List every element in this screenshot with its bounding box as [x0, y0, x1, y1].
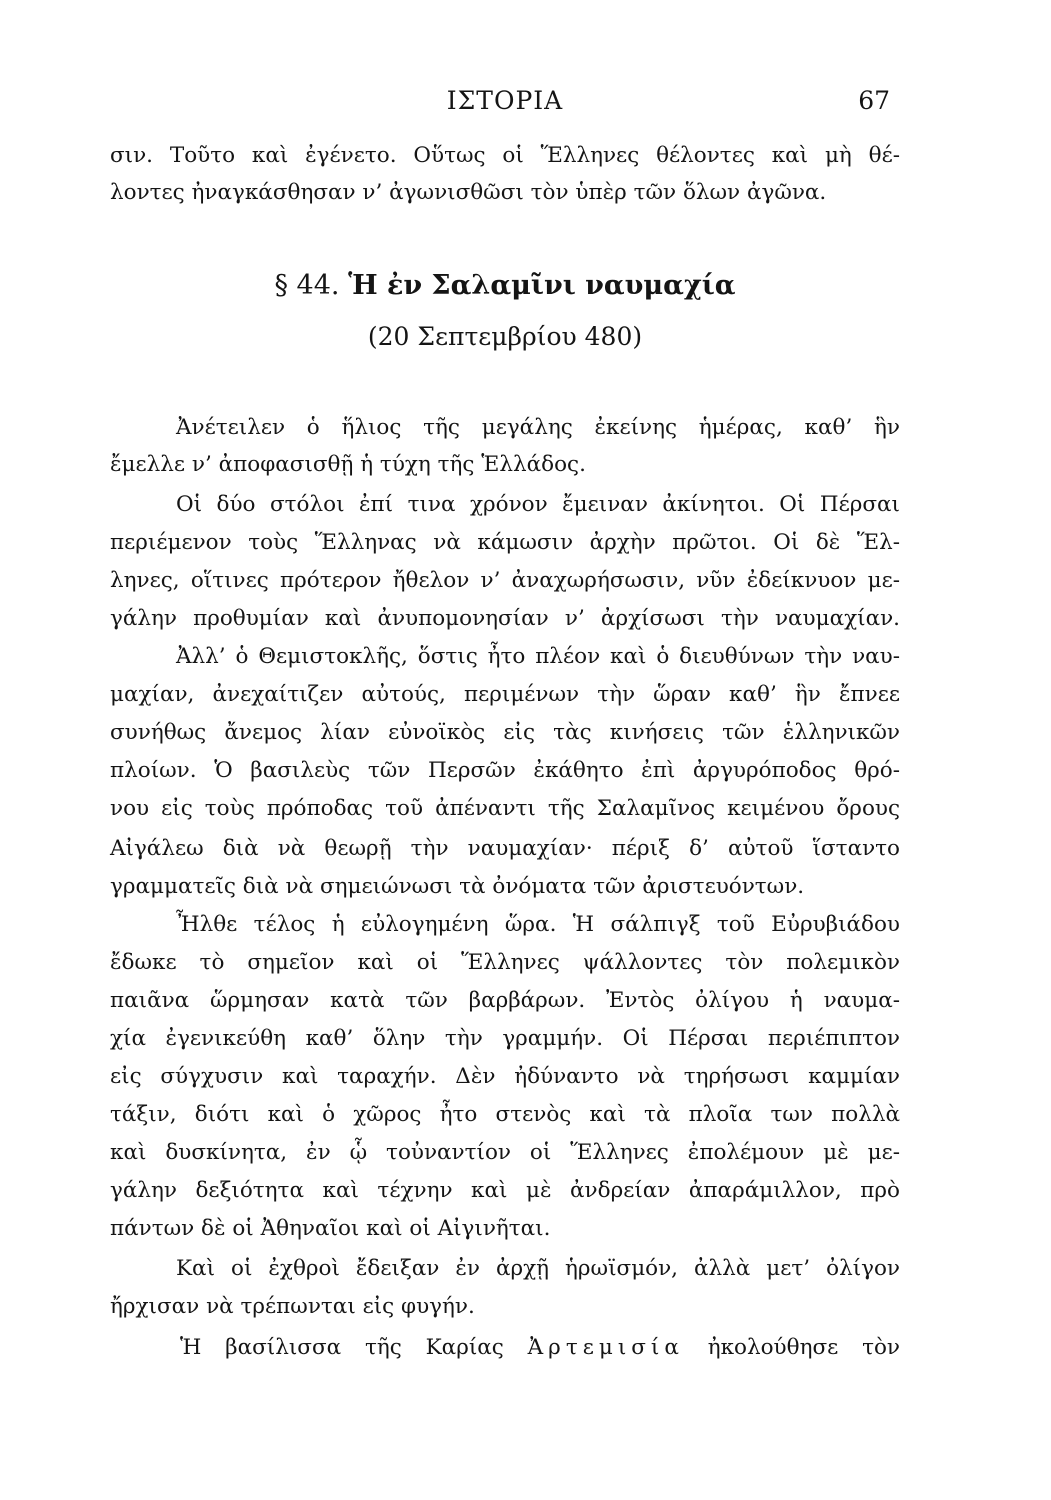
page-header [110, 86, 900, 126]
spaced-name: Ἀρτεμισία [527, 1335, 684, 1360]
text-line-last [110, 1333, 900, 1363]
page-number: 67 [858, 86, 890, 115]
text-line: εἰς σύγχυσιν καὶ ταραχήν. Δὲν ἠδύναντο νὰ τηρήσωσι καμμίαν [110, 1064, 900, 1089]
text-line: Αἰγάλεω διὰ νὰ θεωρῇ τὴν ναυμαχίαν· πέριξ δ’ αὐτοῦ ἵσταντο [110, 836, 900, 861]
text-line: συνήθως ἄνεμος λίαν εὐνοϊκὸς εἰς τὰς κινήσεις τῶν ἑλληνικῶν [110, 720, 900, 745]
text-line: σιν. Τοῦτο καὶ ἐγένετο. Οὕτως οἱ Ἕλληνες θέλοντες καὶ μὴ θέ- [110, 143, 900, 168]
text-line: τάξιν, διότι καὶ ὁ χῶρος ἦτο στενὸς καὶ τὰ πλοῖα των πολλὰ [110, 1102, 900, 1127]
text-line: λοντες ἠναγκάσθησαν ν’ ἀγωνισθῶσι τὸν ὑπὲρ τῶν ὅλων ἀγῶνα. [110, 180, 827, 205]
text-line: πάντων δὲ οἱ Ἀθηναῖοι καὶ οἱ Αἰγινῆται. [110, 1216, 551, 1241]
text-line: χία ἐγενικεύθη καθ’ ὅλην τὴν γραμμήν. Οἱ Πέρσαι περιέπιπτον [110, 1026, 900, 1051]
text-line: Ἀνέτειλεν ὁ ἥλιος τῆς μεγάλης ἐκείνης ἡμέρας, καθ’ ἣν [176, 415, 900, 440]
text-line: περιέμενον τοὺς Ἕλληνας νὰ κάμωσιν ἀρχὴν πρῶτοι. Οἱ δὲ Ἕλ- [110, 530, 900, 555]
section-date: (20 Σεπτεμβρίου 480) [367, 322, 643, 351]
text-line: Οἱ δύο στόλοι ἐπί τινα χρόνον ἔμειναν ἀκίνητοι. Οἱ Πέρσαι [176, 492, 900, 517]
text-line: γάλην προθυμίαν καὶ ἀνυπομονησίαν ν’ ἀρχίσωσι τὴν ναυμαχίαν. [110, 606, 900, 631]
text-line: παιᾶνα ὥρμησαν κατὰ τῶν βαρβάρων. Ἐντὸς ὀλίγου ἡ ναυμα- [110, 988, 900, 1013]
last-line-after: ἠκολούθησε τὸν [683, 1335, 900, 1360]
running-title: ΙΣΤΟΡΙΑ [446, 86, 564, 115]
text-line: καὶ δυσκίνητα, ἐν ᾧ τοὐναντίον οἱ Ἕλληνες ἐπολέμουν μὲ με- [110, 1140, 900, 1165]
text-line: ἤρχισαν νὰ τρέπωνται εἰς φυγήν. [110, 1294, 475, 1319]
last-line-before: Ἡ βασίλισσα τῆς Καρίας [180, 1335, 528, 1360]
text-line: γραμματεῖς διὰ νὰ σημειώνωσι τὰ ὀνόματα τῶν ἀριστευόντων. [110, 874, 805, 899]
text-line: γάλην δεξιότητα καὶ τέχνην καὶ μὲ ἀνδρείαν ἀπαράμιλλον, πρὸ [110, 1178, 900, 1203]
text-line: Ἦλθε τέλος ἡ εὐλογημένη ὥρα. Ἡ σάλπιγξ τοῦ Εὐρυβιάδου [176, 912, 900, 937]
text-line: ἔμελλε ν’ ἀποφασισθῇ ἡ τύχη τῆς Ἑλλάδος. [110, 452, 586, 477]
section-title: Ἡ ἐν Σαλαμῖνι ναυμαχία [348, 270, 736, 301]
section-heading [110, 270, 900, 301]
text-line: Ἀλλ’ ὁ Θεμιστοκλῆς, ὅστις ἦτο πλέον καὶ ὁ διευθύνων τὴν ναυ- [176, 644, 900, 669]
text-line: ἔδωκε τὸ σημεῖον καὶ οἱ Ἕλληνες ψάλλοντες τὸν πολεμικὸν [110, 950, 900, 975]
text-line: μαχίαν, ἀνεχαίτιζεν αὐτούς, περιμένων τὴν ὥραν καθ’ ἣν ἔπνεε [110, 682, 900, 707]
text-line: πλοίων. Ὁ βασιλεὺς τῶν Περσῶν ἐκάθητο ἐπὶ ἀργυρόποδος θρό- [110, 758, 900, 783]
text-line: ληνες, οἵτινες πρότερον ἤθελον ν’ ἀναχωρήσωσιν, νῦν ἐδείκνυον με- [110, 568, 900, 593]
text-line: Καὶ οἱ ἐχθροὶ ἔδειξαν ἐν ἀρχῇ ἡρωϊσμόν, ἀλλὰ μετ’ ὀλίγον [176, 1256, 900, 1281]
section-number: § 44. [274, 270, 340, 301]
text-line: νου εἰς τοὺς πρόποδας τοῦ ἀπέναντι τῆς Σαλαμῖνος κειμένου ὄρους [110, 796, 900, 821]
